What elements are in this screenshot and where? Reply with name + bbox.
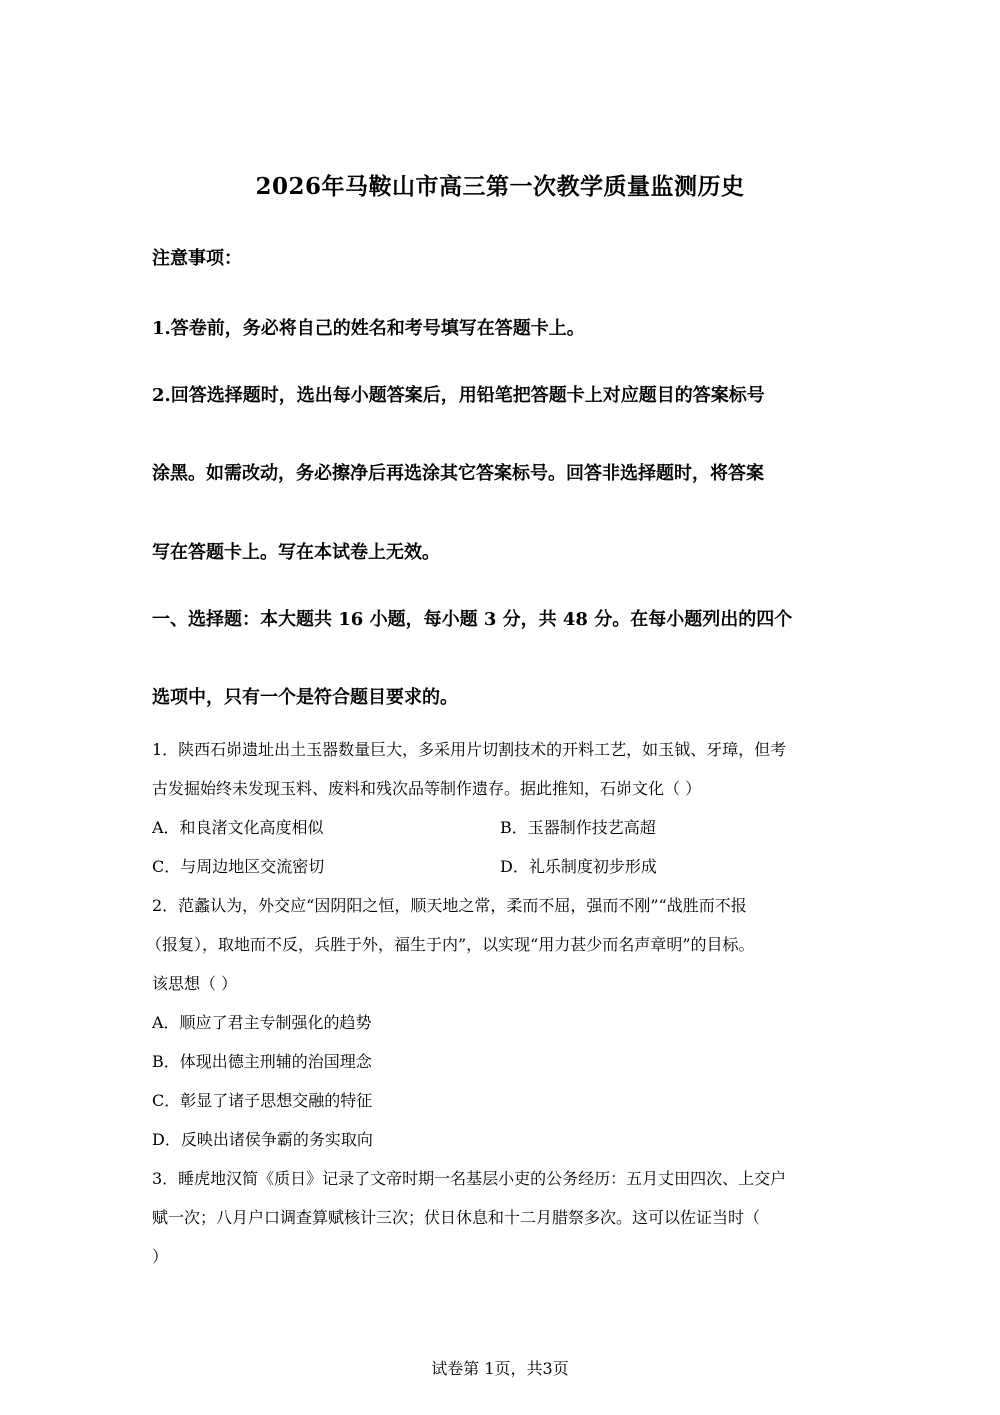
notice-item-2-line-1: 2.回答选择题时，选出每小题答案后，用铅笔把答题卡上对应题目的答案标号 [152, 385, 765, 406]
question-2-option-d: D．反映出诸侯争霸的务实取向 [152, 1130, 373, 1149]
section-1-heading-line-2: 选项中，只有一个是符合题目要求的。 [152, 687, 458, 708]
question-1-option-c: C．与周边地区交流密切 [152, 857, 325, 876]
notice-item-1: 1.答卷前，务必将自己的姓名和考号填写在答题卡上。 [152, 318, 585, 339]
question-3-line-2: 赋一次；八月户口调查算赋核计三次；伏日休息和十二月腊祭多次。这可以佐证当时（ [152, 1208, 761, 1227]
section-1-heading-line-1: 一、选择题：本大题共 16 小题，每小题 3 分，共 48 分。在每小题列出的四个 [152, 609, 793, 630]
question-2-line-1: 2．范蠡认为，外交应“因阴阳之恒，顺天地之常，柔而不屈，强而不刚”“战胜而不报 [152, 896, 747, 915]
question-2-option-a: A．顺应了君主专制强化的趋势 [152, 1013, 372, 1032]
question-3-line-1: 3．睡虎地汉简《质日》记录了文帝时期一名基层小吏的公务经历：五月丈田四次、上交户 [152, 1169, 787, 1188]
notice-item-2-line-2: 涂黑。如需改动，务必擦净后再选涂其它答案标号。回答非选择题时，将答案 [152, 463, 764, 484]
notice-heading: 注意事项： [152, 248, 242, 269]
question-2-line-2: （报复），取地而不反，兵胜于外，福生于内”，以实现“用力甚少而名声章明”的目标。 [146, 935, 755, 954]
question-3-line-3: ） [152, 1247, 169, 1266]
exam-title: 2026年马鞍山市高三第一次教学质量监测历史 [255, 173, 745, 200]
question-1-option-d: D．礼乐制度初步形成 [500, 857, 657, 876]
question-1-option-b: B．玉器制作技艺高超 [500, 818, 656, 837]
question-1-line-2: 古发掘始终未发现玉料、废料和残次品等制作遗存。据此推知，石峁文化（ ） [152, 779, 702, 798]
question-2-option-c: C．彰显了诸子思想交融的特征 [152, 1091, 373, 1110]
question-2-line-3: 该思想（ ） [152, 974, 238, 993]
question-2-option-b: B．体现出德主刑辅的治国理念 [152, 1052, 372, 1071]
question-1-line-1: 1．陕西石峁遗址出土玉器数量巨大，多采用片切割技术的开料工艺，如玉钺、牙璋，但考 [152, 740, 787, 759]
page-footer: 试卷第 1页，共3页 [431, 1359, 569, 1378]
notice-item-2-line-3: 写在答题卡上。写在本试卷上无效。 [152, 542, 440, 563]
question-1-option-a: A．和良渚文化高度相似 [152, 818, 324, 837]
